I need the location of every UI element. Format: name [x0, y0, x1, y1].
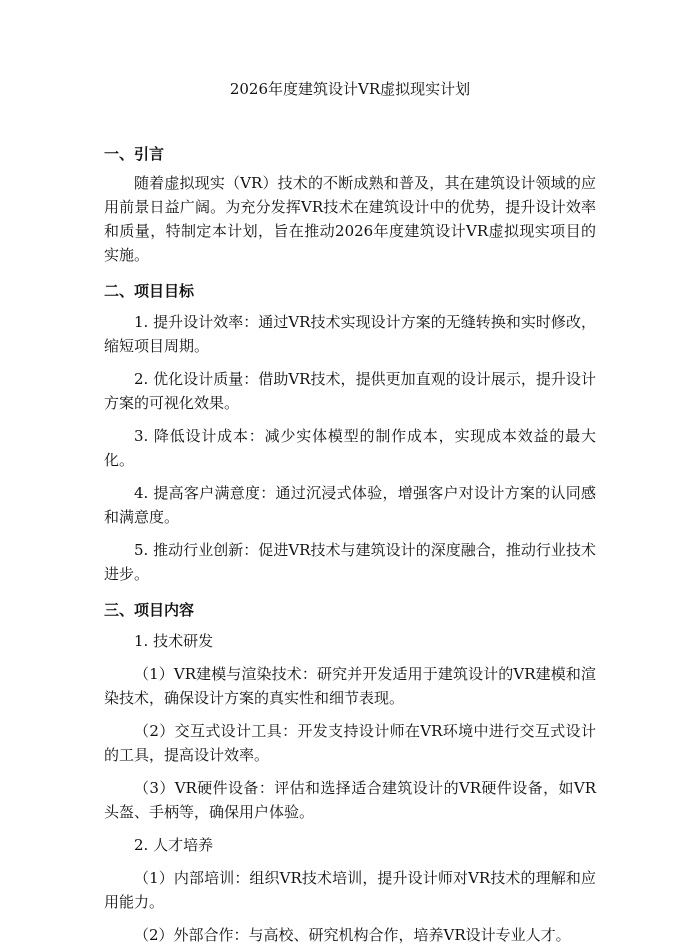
list-item: 3. 降低设计成本：减少实体模型的制作成本，实现成本效益的最大化。	[104, 427, 596, 469]
list-item: （3）VR硬件设备：评估和选择适合建筑设计的VR硬件设备，如VR头盔、手柄等，确保用户体验。	[104, 779, 596, 821]
list-item: （1）VR建模与渲染技术：研究并开发适用于建筑设计的VR建模和渲染技术，确保设计方案的真实性和细节表现。	[104, 665, 596, 707]
list-item: 5. 推动行业创新：促进VR技术与建筑设计的深度融合，推动行业技术进步。	[104, 541, 596, 583]
goals-list	[104, 310, 596, 586]
section-heading-content: 三、项目内容	[104, 601, 195, 619]
list-item: 2. 优化设计质量：借助VR技术，提供更加直观的设计展示，提升设计方案的可视化效果。	[104, 370, 596, 412]
content-list	[104, 629, 596, 947]
list-item: （1）内部培训：组织VR技术培训，提升设计师对VR技术的理解和应用能力。	[104, 869, 596, 911]
introduction-paragraph: 随着虚拟现实（VR）技术的不断成熟和普及，其在建筑设计领域的应用前景日益广阔。为充分发挥VR技术在建筑设计中的优势，提升设计效率和质量，特制定本计划，旨在推动2026年度建筑设计VR虚拟现实项目的实施。	[104, 174, 596, 264]
section-heading-introduction: 一、引言	[104, 145, 165, 163]
list-item: 4. 提高客户满意度：通过沉浸式体验，增强客户对设计方案的认同感和满意度。	[104, 484, 596, 526]
list-item: 1. 技术研发	[134, 632, 214, 650]
list-item: （2）交互式设计工具：开发支持设计师在VR环境中进行交互式设计的工具，提高设计效率。	[104, 722, 596, 764]
list-item: （2）外部合作：与高校、研究机构合作，培养VR设计专业人才。	[134, 926, 571, 944]
section-heading-goals: 二、项目目标	[104, 282, 195, 300]
list-item: 2. 人才培养	[134, 836, 214, 854]
document-title: 2026年度建筑设计VR虚拟现实计划	[229, 80, 471, 98]
list-item: 1. 提升设计效率：通过VR技术实现设计方案的无缝转换和实时修改，缩短项目周期。	[104, 313, 596, 355]
